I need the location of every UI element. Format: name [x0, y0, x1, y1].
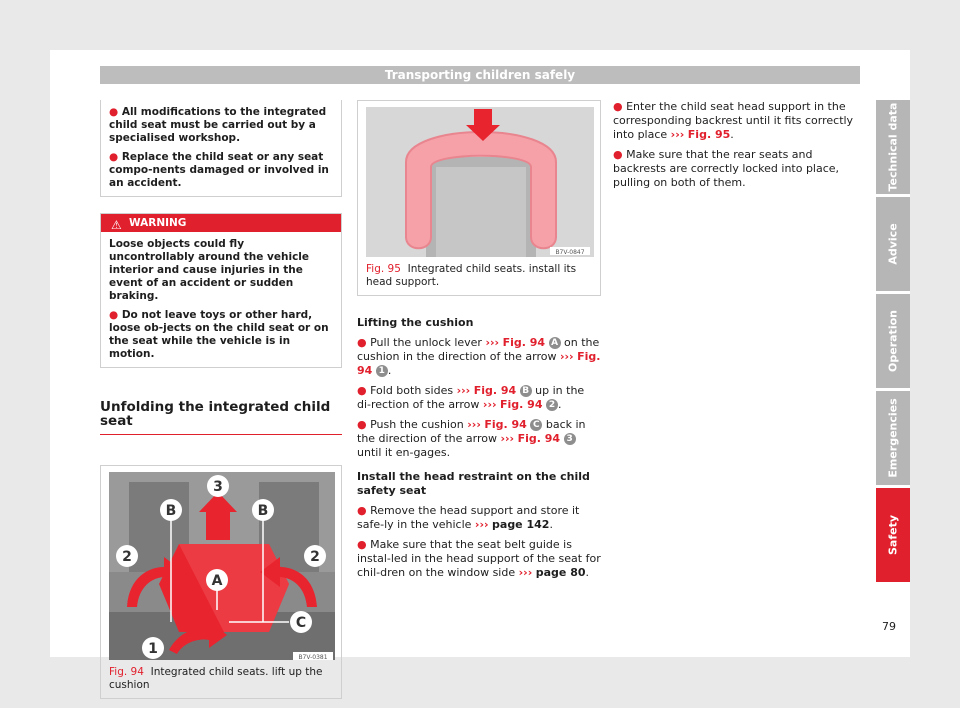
- figure-caption: [101, 660, 341, 698]
- step-text: on the cushion in the direction of the arrow: [357, 336, 600, 363]
- warning-triangle-icon: ⚠: [111, 218, 122, 232]
- figure-code: B7V-0381: [298, 654, 328, 660]
- step-text: Fold both sides: [370, 384, 454, 397]
- warning-header: [101, 214, 341, 232]
- badge: B: [520, 385, 532, 397]
- warning-body: [101, 232, 341, 367]
- bullet-icon: ●: [613, 148, 623, 161]
- step-item: [613, 148, 858, 190]
- step-text: up in the di-rection of the arrow: [357, 384, 585, 411]
- step-text: .: [585, 566, 590, 579]
- step-text: Enter the child seat head support in the corresponding backrest until it fits correctly into place: [613, 100, 854, 141]
- callout-label: 2: [310, 549, 320, 565]
- figure-94-image: [109, 472, 335, 660]
- step-text: back in the direction of the arrow: [357, 418, 586, 445]
- ref-arrow-icon: ›››: [485, 336, 500, 349]
- warning-intro: Loose objects could fly uncontrollably around the vehicle interior and cause injuries in the event of an accident or sudden braking.: [109, 238, 310, 302]
- warning-title: WARNING: [129, 217, 187, 229]
- page-header: Transporting children safely: [100, 66, 860, 84]
- figure-94: [100, 465, 342, 699]
- page-link[interactable]: page 80: [535, 566, 586, 579]
- tab-label: Operation: [886, 310, 900, 372]
- tab-technical-data[interactable]: [876, 100, 910, 194]
- callout-label: A: [211, 573, 223, 589]
- badge: 2: [546, 399, 558, 411]
- badge: A: [549, 337, 561, 349]
- page-number: 79: [882, 620, 896, 633]
- figure-link[interactable]: Fig. 94: [502, 336, 546, 349]
- figure-label: Fig. 95: [366, 263, 401, 275]
- ref-arrow-icon: ›››: [456, 384, 471, 397]
- bullet-icon: ●: [357, 538, 367, 551]
- lifting-section: [357, 316, 601, 580]
- figure-95: [357, 100, 601, 296]
- figure-link[interactable]: Fig. 94: [500, 398, 543, 411]
- figure-link[interactable]: Fig. 94: [357, 350, 601, 377]
- step-text: .: [730, 128, 734, 141]
- column-middle: [357, 100, 601, 586]
- badge: 1: [376, 365, 388, 377]
- bullet-icon: ●: [613, 100, 623, 113]
- figure-caption-text: Integrated child seats. lift up the cushion: [109, 666, 323, 691]
- step-item: [357, 538, 601, 580]
- step-text: .: [549, 518, 553, 531]
- callout-label: C: [295, 615, 307, 631]
- note-item: Replace the child seat or any seat compo-nents damaged or involved in an accident.: [109, 151, 329, 189]
- warning-bullet: Do not leave toys or other hard, loose ob-jects on the child seat or on the seat while the vehicle is in motion.: [109, 309, 329, 360]
- step-item: [357, 336, 601, 378]
- bullet-icon: ●: [357, 504, 367, 517]
- tab-safety[interactable]: [876, 488, 910, 582]
- callout-label: B: [165, 503, 177, 519]
- ref-arrow-icon: ›››: [559, 350, 574, 363]
- tab-label: Safety: [886, 514, 900, 556]
- ref-arrow-icon: ›››: [500, 432, 515, 445]
- badge: 3: [564, 433, 576, 445]
- figure-caption: [358, 257, 600, 295]
- bullet-icon: ●: [357, 336, 367, 349]
- column-left: [100, 100, 342, 699]
- note-item: All modifications to the integrated child seat must be carried out by a specialised workshop.: [109, 106, 327, 144]
- column-right: [613, 100, 858, 196]
- step-item: [357, 418, 601, 460]
- tab-label: Technical data: [886, 102, 900, 192]
- callout-label: 3: [213, 479, 223, 495]
- figure-code: B7V-0847: [555, 249, 585, 256]
- step-text: .: [387, 364, 392, 377]
- tab-label: Emergencies: [886, 398, 900, 478]
- ref-arrow-icon: ›››: [670, 128, 685, 141]
- figure-95-image: [366, 107, 594, 257]
- ref-arrow-icon: ›››: [482, 398, 497, 411]
- step-text: Make sure that the seat belt guide is instal-led in the head support of the seat for chil-dren on the window side: [357, 538, 601, 579]
- bullet-icon: ●: [109, 106, 119, 118]
- step-text: Push the cushion: [370, 418, 464, 431]
- warning-box: [100, 213, 342, 368]
- callout-label: B: [257, 503, 269, 519]
- subheading: Lifting the cushion: [357, 316, 474, 329]
- callout-label: 1: [148, 641, 158, 657]
- tab-label: Advice: [886, 223, 900, 265]
- figure-link[interactable]: Fig. 95: [687, 128, 731, 141]
- step-text: .: [558, 398, 562, 411]
- badge: C: [530, 419, 542, 431]
- step-text: Make sure that the rear seats and backrests are correctly locked into place, pulling on both of them.: [613, 148, 840, 189]
- subheading: Install the head restraint on the child safety seat: [357, 470, 590, 497]
- step-item: [613, 100, 858, 142]
- ref-arrow-icon: ›››: [518, 566, 533, 579]
- step-text: Remove the head support and store it safe-ly in the vehicle: [357, 504, 580, 531]
- note-box: [100, 100, 342, 197]
- section-title: Unfolding the integrated child seat: [100, 400, 342, 435]
- chapter-tabs: [876, 100, 910, 585]
- ref-arrow-icon: ›››: [474, 518, 489, 531]
- step-text: Pull the unlock lever: [370, 336, 482, 349]
- figure-link[interactable]: Fig. 94: [473, 384, 517, 397]
- figure-caption-text: Integrated child seats. install its head support.: [366, 263, 577, 288]
- bullet-icon: ●: [109, 309, 119, 321]
- step-item: [357, 384, 601, 412]
- tab-advice[interactable]: [876, 197, 910, 291]
- tab-operation[interactable]: [876, 294, 910, 388]
- figure-label: Fig. 94: [109, 666, 144, 678]
- figure-link[interactable]: Fig. 94: [517, 432, 561, 445]
- step-item: [357, 504, 601, 532]
- bullet-icon: ●: [357, 384, 367, 397]
- figure-link[interactable]: Fig. 94: [484, 418, 527, 431]
- step-text: until it en-gages.: [357, 446, 451, 459]
- tab-emergencies[interactable]: [876, 391, 910, 485]
- page-link[interactable]: page 142: [492, 518, 550, 531]
- callout-label: 2: [122, 549, 132, 565]
- bullet-icon: ●: [109, 151, 119, 163]
- bullet-icon: ●: [357, 418, 367, 431]
- ref-arrow-icon: ›››: [467, 418, 481, 431]
